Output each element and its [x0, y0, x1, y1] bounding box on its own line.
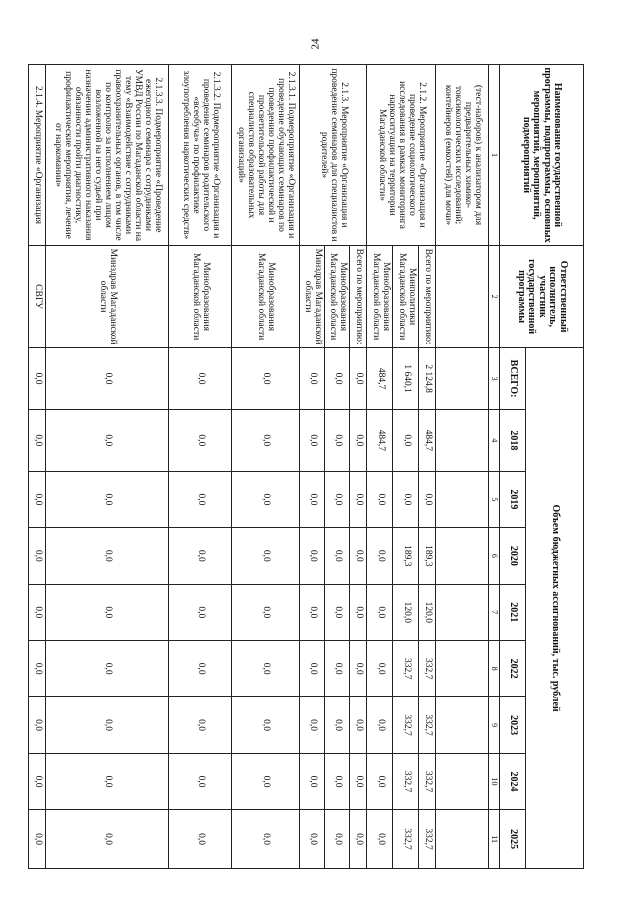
year-value: 0,0 [367, 584, 393, 640]
year-value: 0,0 [349, 753, 366, 809]
executor-cell: Минобразования Магаданской области [324, 246, 349, 348]
year-value: 484,7 [419, 409, 436, 471]
year-value: 0,0 [324, 810, 349, 869]
table-row [419, 65, 436, 869]
year-value: 332,7 [419, 753, 436, 809]
year-value: 0,0 [349, 640, 366, 696]
column-number: 2 [488, 246, 499, 348]
year-value [436, 640, 488, 696]
year-value [436, 697, 488, 753]
year-value: 0,0 [168, 584, 231, 640]
year-value: 189,3 [419, 528, 436, 584]
year-value: 0,0 [349, 528, 366, 584]
year-value: 0,0 [46, 697, 168, 753]
year-value: 0,0 [29, 753, 46, 809]
year-value: 0,0 [29, 528, 46, 584]
header-year: 2020 [500, 528, 526, 584]
year-value: 0,0 [46, 753, 168, 809]
total-value: 1 640,1 [393, 348, 419, 410]
year-value [436, 471, 488, 527]
year-value: 0,0 [367, 640, 393, 696]
column-number: 9 [488, 697, 499, 753]
year-value [436, 528, 488, 584]
total-value: 0,0 [29, 348, 46, 410]
year-value: 0,0 [324, 753, 349, 809]
year-value: 0,0 [349, 471, 366, 527]
year-value: 0,0 [324, 471, 349, 527]
year-value: 0,0 [367, 753, 393, 809]
header-year: 2019 [500, 471, 526, 527]
measure-name: (тест-наборов) к анализатором для предварительных химико-токсикологических исследований; контейнеров (емкостей) для мочи» [436, 65, 488, 246]
year-value: 0,0 [46, 640, 168, 696]
year-value: 332,7 [393, 753, 419, 809]
year-value: 0,0 [46, 584, 168, 640]
year-value: 0,0 [349, 409, 366, 471]
total-value: 0,0 [324, 348, 349, 410]
table-row [29, 65, 46, 869]
year-value: 0,0 [299, 528, 324, 584]
table-row [436, 65, 488, 869]
column-number: 11 [488, 810, 499, 869]
year-value: 0,0 [367, 697, 393, 753]
year-value: 0,0 [231, 810, 299, 869]
measure-name: 2.1.3.1. Подмероприятие «Организация и проведение обучающих семинаров по проведению профилактической и просветительской работы для специалистов образовательных организаций» [231, 65, 299, 246]
year-value: 0,0 [393, 409, 419, 471]
year-value: 0,0 [29, 810, 46, 869]
year-value: 0,0 [168, 471, 231, 527]
year-value: 0,0 [231, 471, 299, 527]
executor-cell [436, 246, 488, 348]
header-year: 2022 [500, 640, 526, 696]
column-number: 10 [488, 753, 499, 809]
year-value: 0,0 [324, 697, 349, 753]
year-value: 0,0 [349, 697, 366, 753]
year-value [436, 584, 488, 640]
measure-name: 2.1.3. Мероприятие «Организация и проведение семинаров для специалистов и родителей» [299, 65, 366, 246]
executor-cell: Минобразования Магаданской области [168, 246, 231, 348]
year-value: 0,0 [419, 471, 436, 527]
year-value: 0,0 [168, 640, 231, 696]
measure-name: 2.1.3.2. Подмероприятие «Организация и проведение семинаров родительского «всеобуча» по профилактике злоупотребления наркотических средств» [168, 65, 231, 246]
year-value: 0,0 [231, 753, 299, 809]
year-value: 0,0 [299, 409, 324, 471]
column-number: 7 [488, 584, 499, 640]
year-value: 0,0 [324, 640, 349, 696]
total-value: 484,7 [367, 348, 393, 410]
year-value: 0,0 [168, 753, 231, 809]
column-number: 5 [488, 471, 499, 527]
column-number: 1 [488, 65, 499, 246]
executor-cell: Минобразования Магаданской области [367, 246, 393, 348]
total-value: 0,0 [231, 348, 299, 410]
column-number: 4 [488, 409, 499, 471]
column-number: 6 [488, 528, 499, 584]
header-year: 2021 [500, 584, 526, 640]
measure-name: 2.1.3.3. Подмероприятие «Проведение ежегодного семинара с сотрудниками УМВД России по Магаданской области на тему «Взаимодействие с сотрудниками правоохранительных органов, в том числе по контролю за исполнением лицом возложенной на него судьей при назначении административного наказания обязанности пройти диагностику, профилактические мероприятия, лечение от наркомании» [46, 65, 168, 246]
executor-cell: Минздрав Магаданской области [299, 246, 324, 348]
total-value: 0,0 [168, 348, 231, 410]
total-value [436, 348, 488, 410]
table-row [168, 65, 231, 869]
header-budget: Объем бюджетных ассигнований, тыс. рублей [526, 348, 584, 869]
year-value: 0,0 [29, 697, 46, 753]
table-row [231, 65, 299, 869]
year-value: 0,0 [231, 584, 299, 640]
year-value: 0,0 [168, 697, 231, 753]
year-value: 0,0 [46, 471, 168, 527]
year-value: 332,7 [393, 640, 419, 696]
year-value [436, 810, 488, 869]
year-value: 0,0 [46, 528, 168, 584]
year-value: 0,0 [46, 810, 168, 869]
year-value: 0,0 [29, 471, 46, 527]
year-value: 332,7 [393, 697, 419, 753]
year-value: 0,0 [299, 810, 324, 869]
header-executor: Ответственный исполнитель, участник государственной программы [500, 246, 584, 348]
year-value: 0,0 [231, 640, 299, 696]
year-value [436, 409, 488, 471]
header-year: 2024 [500, 753, 526, 809]
executor-cell: Всего по мероприятию: [419, 246, 436, 348]
table-row [349, 65, 366, 869]
executor-cell: Минполитики Магаданской области [393, 246, 419, 348]
budget-table [28, 64, 584, 869]
header-year: 2025 [500, 810, 526, 869]
year-value: 332,7 [393, 810, 419, 869]
year-value: 0,0 [299, 584, 324, 640]
year-value: 484,7 [367, 409, 393, 471]
year-value: 0,0 [168, 528, 231, 584]
year-value [436, 753, 488, 809]
year-value: 0,0 [231, 409, 299, 471]
measure-name: 2.1.4. Мероприятие «Организация [29, 65, 46, 246]
year-value: 0,0 [324, 528, 349, 584]
year-value: 0,0 [349, 584, 366, 640]
year-value: 0,0 [299, 640, 324, 696]
executor-cell: Всего по мероприятию: [349, 246, 366, 348]
year-value: 332,7 [419, 697, 436, 753]
page-number: 24 [309, 38, 322, 50]
year-value: 0,0 [46, 409, 168, 471]
year-value: 0,0 [299, 471, 324, 527]
measure-name: 2.1.2. Мероприятие «Организация и проведение социологического исследования в рамках мониторинга наркоситуации на территории Магаданской области» [367, 65, 436, 246]
year-value: 0,0 [367, 810, 393, 869]
year-value: 120,0 [393, 584, 419, 640]
total-value: 2 124,8 [419, 348, 436, 410]
year-value: 0,0 [324, 409, 349, 471]
year-value: 0,0 [393, 471, 419, 527]
header-name: Наименование государственной программы, подпрограммы, основных мероприятий, мероприятий, подмероприятий [500, 65, 584, 246]
rotated-table-frame [28, 64, 584, 869]
header-year: 2018 [500, 409, 526, 471]
year-value: 0,0 [367, 471, 393, 527]
total-value: 0,0 [349, 348, 366, 410]
year-value: 0,0 [231, 528, 299, 584]
year-value: 120,0 [419, 584, 436, 640]
year-value: 0,0 [168, 810, 231, 869]
year-value: 0,0 [231, 697, 299, 753]
executor-cell: Минздрав Магаданской области [46, 246, 168, 348]
total-value: 0,0 [299, 348, 324, 410]
column-number: 8 [488, 640, 499, 696]
header-total: ВСЕГО: [500, 348, 526, 410]
year-value: 0,0 [29, 409, 46, 471]
year-value: 0,0 [29, 640, 46, 696]
year-value: 332,7 [419, 640, 436, 696]
executor-cell: СВГУ [29, 246, 46, 348]
year-value: 189,3 [393, 528, 419, 584]
year-value: 0,0 [324, 584, 349, 640]
year-value: 0,0 [299, 753, 324, 809]
year-value: 332,7 [419, 810, 436, 869]
year-value: 0,0 [299, 697, 324, 753]
year-value: 0,0 [367, 528, 393, 584]
year-value: 0,0 [168, 409, 231, 471]
total-value: 0,0 [46, 348, 168, 410]
column-number: 3 [488, 348, 499, 410]
header-year: 2023 [500, 697, 526, 753]
table-row [46, 65, 168, 869]
executor-cell: Минобразования Магаданской области [231, 246, 299, 348]
year-value: 0,0 [349, 810, 366, 869]
year-value: 0,0 [29, 584, 46, 640]
